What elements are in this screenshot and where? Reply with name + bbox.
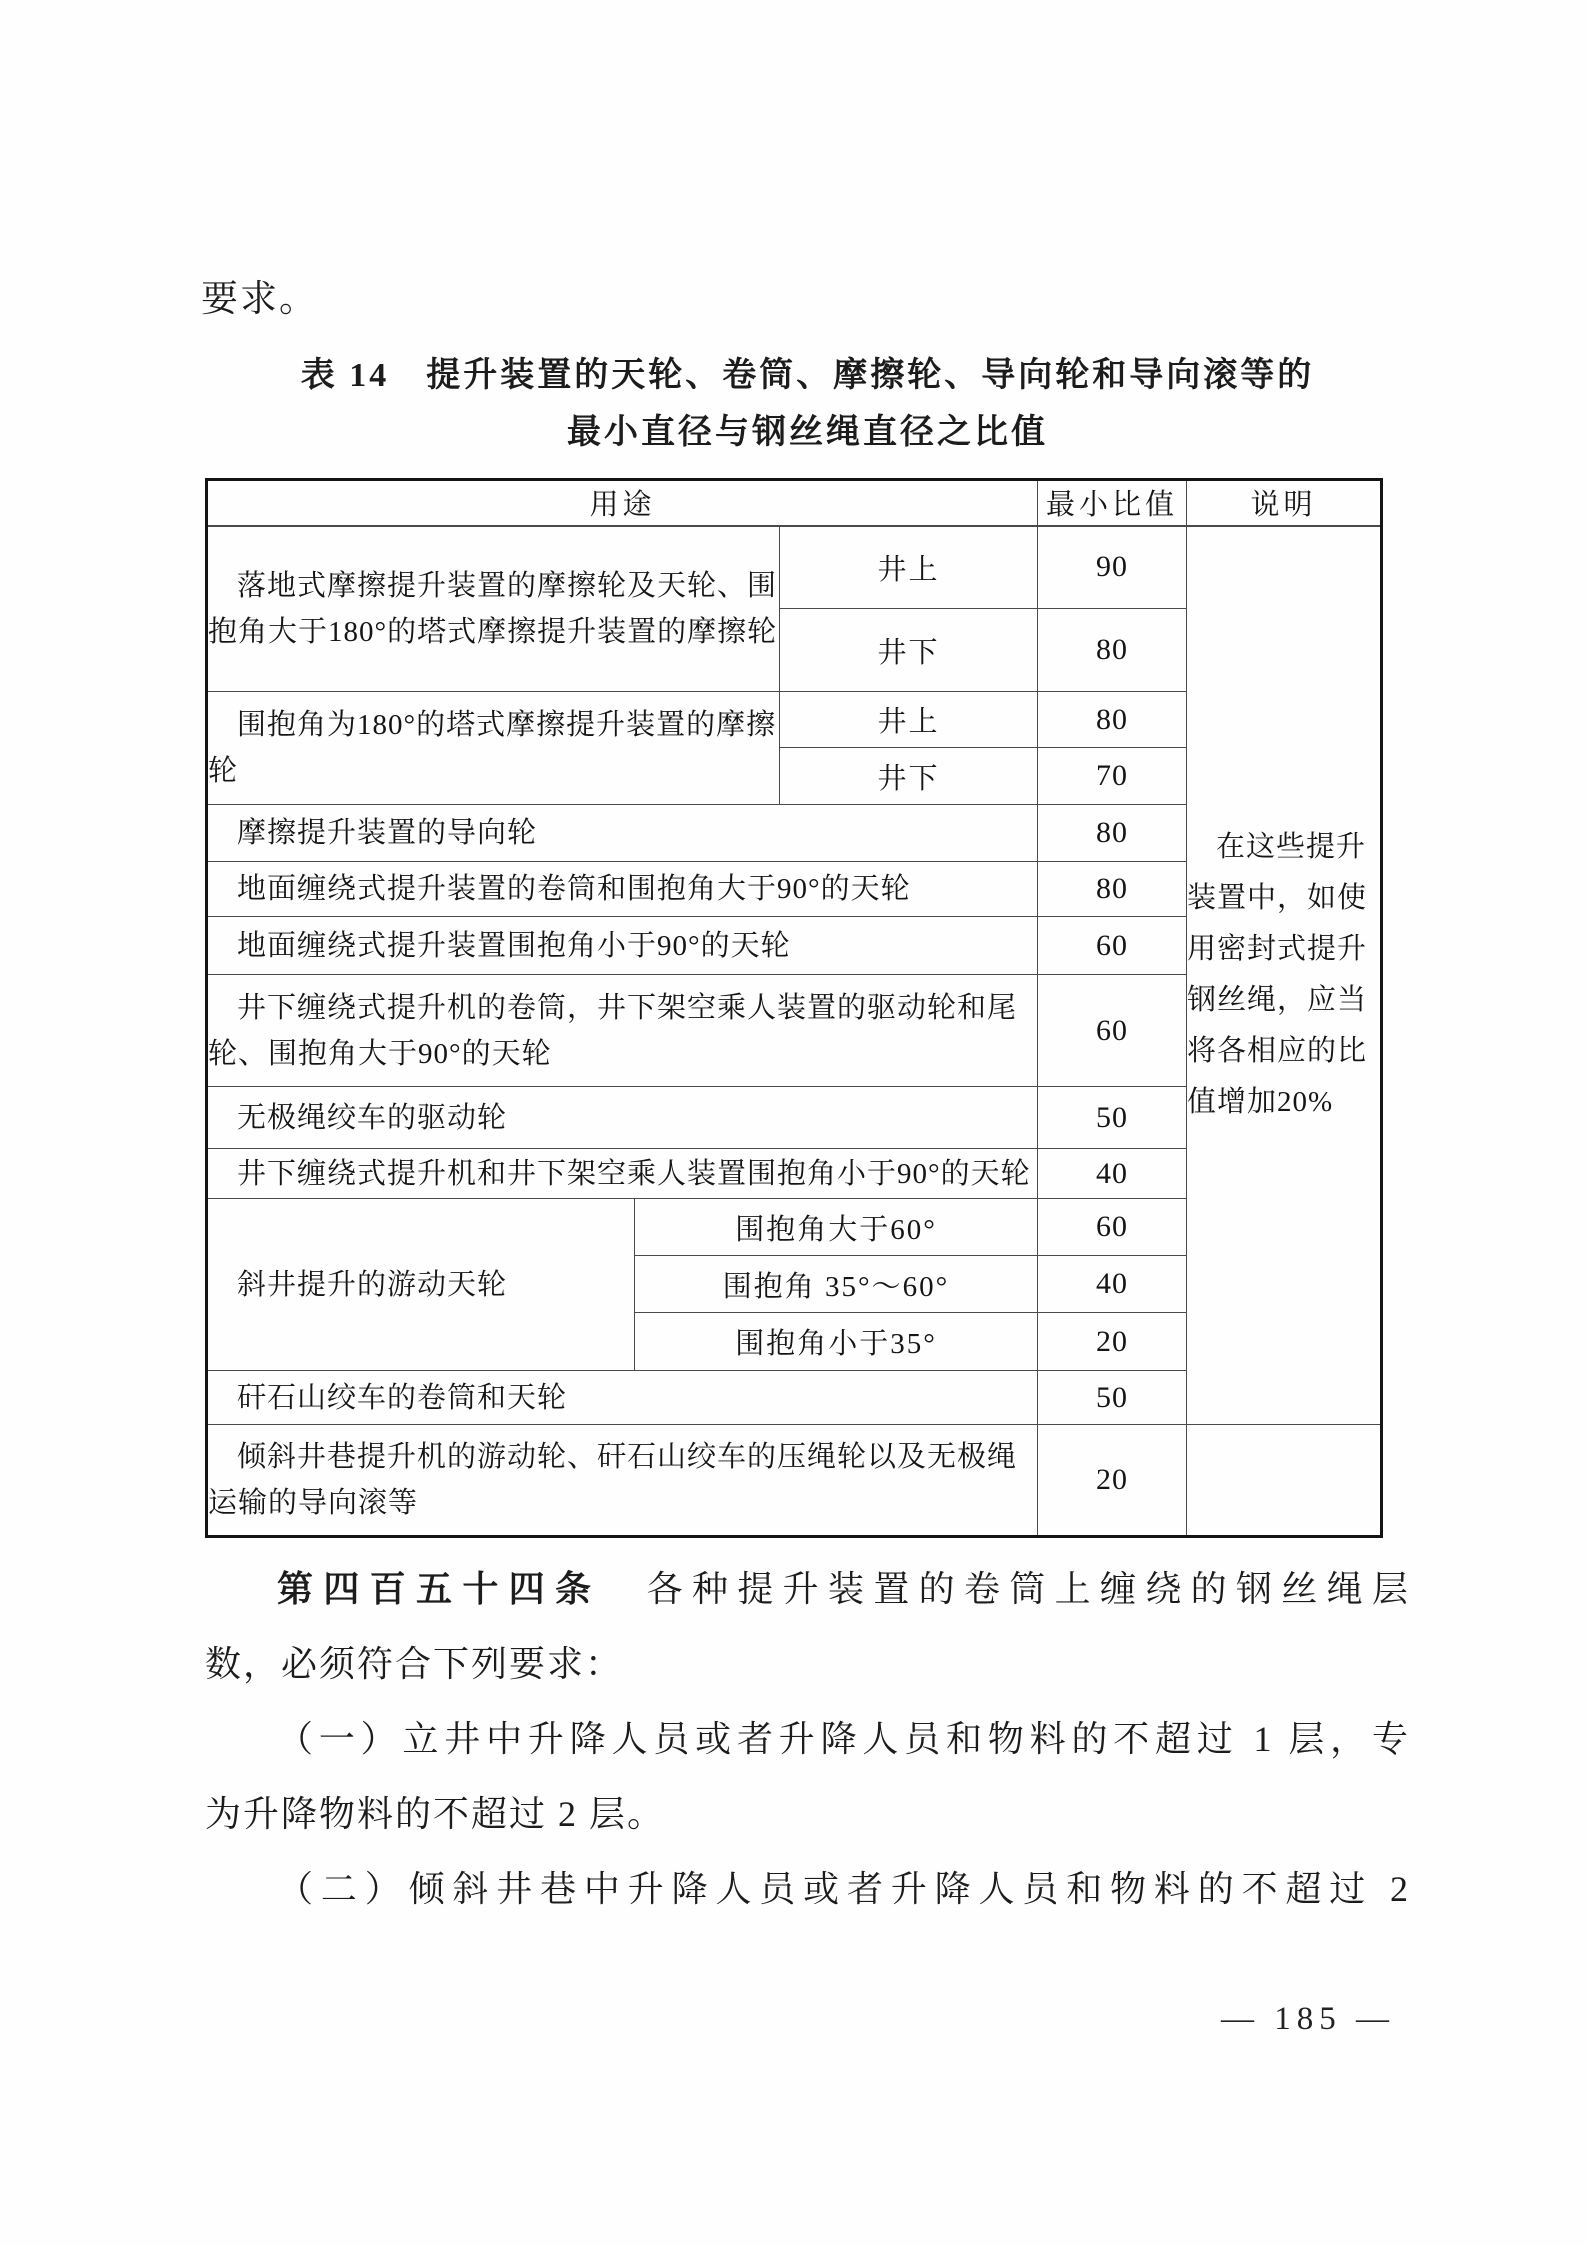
- header-usage: 用途: [207, 480, 1038, 526]
- value-cell: 60: [1038, 1199, 1187, 1256]
- value-cell: 40: [1038, 1256, 1187, 1313]
- usage-cell: 落地式摩擦提升装置的摩擦轮及天轮、围抱角大于180°的塔式摩擦提升装置的摩擦轮: [207, 526, 780, 692]
- usage-cell: 斜井提升的游动天轮: [207, 1199, 635, 1371]
- article-line: [205, 1552, 1410, 1627]
- sub-cell: 围抱角小于35°: [635, 1313, 1038, 1371]
- table-caption-line2: 最小直径与钢丝绳直径之比值: [567, 414, 1048, 451]
- value-cell: 40: [1038, 1149, 1187, 1199]
- usage-cell: 矸石山绞车的卷筒和天轮: [207, 1371, 1038, 1425]
- usage-cell: 无极绳绞车的驱动轮: [207, 1087, 1038, 1149]
- table-caption: [205, 347, 1410, 461]
- usage-cell: 井下缠绕式提升机的卷筒，井下架空乘人装置的驱动轮和尾轮、围抱角大于90°的天轮: [207, 975, 1038, 1087]
- value-cell: 80: [1038, 609, 1187, 692]
- note-empty-cell: [1187, 1425, 1382, 1537]
- sub-cell: 井下: [780, 609, 1038, 692]
- usage-cell: 倾斜井巷提升机的游动轮、矸石山绞车的压绳轮以及无极绳运输的导向滚等: [207, 1425, 1038, 1537]
- page-number: — 185 —: [1221, 2001, 1395, 2037]
- article-item-2-line-1: （二）倾斜井巷中升降人员或者升降人员和物料的不超过 2: [277, 1869, 1410, 1909]
- sub-cell: 围抱角大于60°: [635, 1199, 1038, 1256]
- value-cell: 80: [1038, 805, 1187, 862]
- article-item-1-line-1: （一）立井中升降人员或者升降人员和物料的不超过 1 层，专: [277, 1719, 1410, 1759]
- value-cell: 70: [1038, 748, 1187, 805]
- table-row: [207, 526, 1382, 609]
- article-item-1-line-2: 为升降物料的不超过 2 层。: [205, 1794, 666, 1834]
- value-cell: 20: [1038, 1313, 1187, 1371]
- value-cell: 20: [1038, 1425, 1187, 1537]
- value-cell: 80: [1038, 862, 1187, 917]
- value-cell: 50: [1038, 1371, 1187, 1425]
- ratio-table: [205, 478, 1383, 1538]
- article-text: 各种提升装置的卷筒上缠绕的钢丝绳层: [601, 1569, 1410, 1609]
- table-row: [207, 1425, 1382, 1537]
- value-cell: 60: [1038, 975, 1187, 1087]
- sub-cell: 井下: [780, 748, 1038, 805]
- usage-cell: 地面缠绕式提升装置围抱角小于90°的天轮: [207, 917, 1038, 975]
- sub-cell: 井上: [780, 692, 1038, 748]
- usage-cell: 地面缠绕式提升装置的卷筒和围抱角大于90°的天轮: [207, 862, 1038, 917]
- value-cell: 50: [1038, 1087, 1187, 1149]
- header-note: 说明: [1187, 480, 1382, 526]
- value-cell: 60: [1038, 917, 1187, 975]
- value-cell: 90: [1038, 526, 1187, 609]
- usage-cell: 井下缠绕式提升机和井下架空乘人装置围抱角小于90°的天轮: [207, 1149, 1038, 1199]
- header-min-ratio: 最小比值: [1038, 480, 1187, 526]
- paragraph-fragment: 要求。: [201, 279, 318, 320]
- article-number: 第四百五十四条: [277, 1569, 602, 1609]
- note-cell: 在这些提升装置中，如使用密封式提升钢丝绳，应当将各相应的比值增加20%: [1187, 526, 1382, 1425]
- sub-cell: 围抱角 35°～60°: [635, 1256, 1038, 1313]
- table-caption-line1: 表 14 提升装置的天轮、卷筒、摩擦轮、导向轮和导向滚等的: [300, 357, 1315, 394]
- value-cell: 80: [1038, 692, 1187, 748]
- article-body: [205, 1552, 1410, 1927]
- usage-cell: 摩擦提升装置的导向轮: [207, 805, 1038, 862]
- usage-cell: 围抱角为180°的塔式摩擦提升装置的摩擦轮: [207, 692, 780, 805]
- table-header-row: [207, 480, 1382, 526]
- article-line: 数，必须符合下列要求：: [205, 1644, 624, 1684]
- sub-cell: 井上: [780, 526, 1038, 609]
